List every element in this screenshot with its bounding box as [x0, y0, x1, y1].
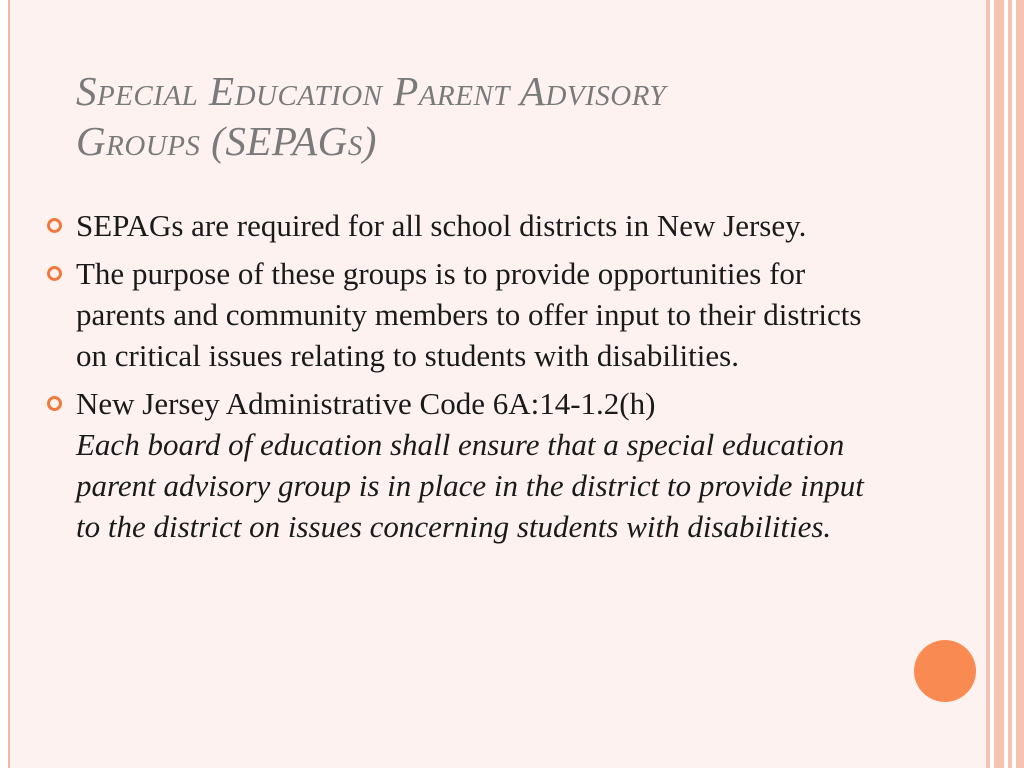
bullet-text: The purpose of these groups is to provide opportunities for parents and community members to offer input to their districts on critical issues relating to students with disabilities.	[76, 256, 862, 373]
decorative-stripe	[986, 0, 990, 768]
decorative-stripe	[994, 0, 1004, 768]
code-citation: New Jersey Administrative Code 6A:14-1.2(h)	[76, 386, 656, 421]
bullet-item	[44, 205, 894, 246]
slide-title-line-2: Groups (SEPAGs)	[76, 118, 377, 164]
code-quote: Each board of education shall ensure that a special education parent advisory group is in place in the district to provide input to the district on issues concerning students with disabilities.	[76, 427, 864, 544]
bullet-circle-icon	[47, 396, 62, 411]
decorative-stripe	[1008, 0, 1012, 768]
bullet-item	[44, 383, 894, 547]
slide-title-line-1: Special Education Parent Advisory	[76, 68, 667, 114]
bullet-list	[44, 205, 894, 554]
slide-title	[76, 66, 936, 166]
bullet-item	[44, 253, 894, 376]
bullet-circle-icon	[47, 218, 62, 233]
decorative-circle	[914, 640, 976, 702]
decorative-stripe	[1016, 0, 1024, 768]
bullet-text: SEPAGs are required for all school districts in New Jersey.	[76, 208, 807, 243]
bullet-circle-icon	[47, 266, 62, 281]
